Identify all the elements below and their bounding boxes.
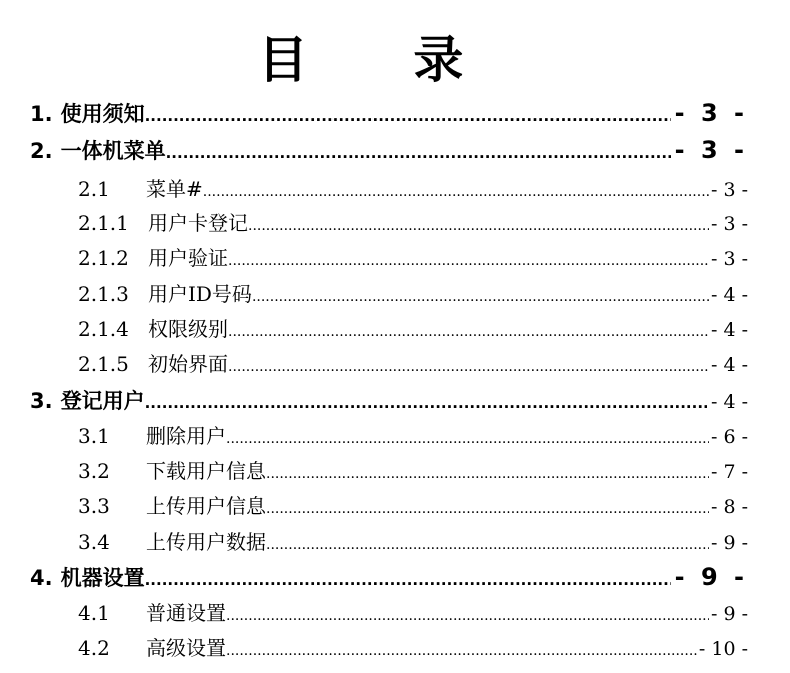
toc-dot-leader (228, 324, 709, 340)
toc-entry-label: 下载用户信息 (146, 459, 266, 483)
toc-entry-page: - 10 - (698, 638, 748, 660)
toc-entry-2-1-3[interactable] (78, 278, 748, 307)
toc-entry-2-1[interactable] (78, 173, 748, 202)
toc-dot-leader (266, 537, 709, 553)
toc-entry-label: 用户ID号码 (148, 282, 252, 306)
toc-entry-label: 删除用户 (146, 424, 226, 448)
toc-entry-number: 2.1.4 (78, 317, 129, 341)
toc-entry-number: 3. (30, 389, 53, 413)
toc-entry-number: 2.1.3 (78, 282, 129, 306)
toc-entry-3-3[interactable] (78, 490, 748, 519)
toc-entry-3-1[interactable] (78, 420, 748, 449)
toc-dot-leader (226, 608, 709, 624)
toc-entry-label: 初始界面 (148, 352, 228, 376)
toc-dot-leader (228, 253, 709, 269)
toc-entry-2-1-2[interactable] (78, 242, 748, 271)
toc-entry-page: - 9 - (674, 563, 748, 591)
toc-entry-number: 2.1 (78, 177, 110, 201)
toc-entry-number: 4.1 (78, 601, 110, 625)
toc-entry-number: 3.4 (78, 530, 110, 554)
toc-dot-leader (145, 394, 707, 412)
toc-entry-label: 权限级别 (148, 317, 228, 341)
toc-dot-leader (266, 501, 709, 517)
toc-entry-page: - 9 - (710, 532, 748, 554)
toc-entry-label: 用户验证 (148, 246, 228, 270)
toc-entry-page: - 3 - (674, 136, 748, 164)
toc-entry-page: - 3 - (674, 99, 748, 127)
toc-entry-number: 3.2 (78, 459, 110, 483)
toc-entry-label: 上传用户数据 (146, 530, 266, 554)
toc-entry-number: 2.1.1 (78, 211, 129, 235)
toc-entry-2-1-5[interactable] (78, 348, 748, 377)
toc-entry-number: 2.1.2 (78, 246, 129, 270)
toc-entry-number: 2. (30, 139, 53, 163)
toc-entry-label: 用户卡登记 (148, 211, 248, 235)
toc-entry-number: 3.3 (78, 494, 110, 518)
toc-entry-number: 4.2 (78, 636, 110, 660)
toc-dot-leader (226, 643, 697, 659)
toc-dot-leader (226, 431, 709, 447)
toc-entry-2[interactable] (30, 135, 748, 165)
toc-entry-number: 4. (30, 566, 53, 590)
toc-entry-page: - 4 - (710, 354, 748, 376)
toc-entry-number: 1. (30, 102, 53, 126)
toc-dot-leader (145, 571, 671, 589)
toc-dot-leader (266, 466, 709, 482)
toc-entry-page: - 4 - (710, 319, 748, 341)
toc-dot-leader (228, 359, 709, 375)
toc-dot-leader (252, 289, 709, 305)
toc-entry-3[interactable] (30, 385, 748, 415)
toc-entry-label: 一体机菜单 (60, 139, 166, 163)
toc-entry-page: - 4 - (710, 284, 748, 306)
toc-entry-label: 普通设置 (146, 601, 226, 625)
toc-entry-label: 上传用户信息 (146, 494, 266, 518)
toc-entry-label: 使用须知 (60, 102, 145, 126)
toc-entry-page: - 8 - (710, 496, 748, 518)
toc-entry-3-2[interactable] (78, 455, 748, 484)
toc-entry-page: - 7 - (710, 461, 748, 483)
toc-entry-label: 菜单# (146, 177, 203, 201)
toc-dot-leader (203, 184, 709, 200)
toc-entry-page: - 3 - (710, 248, 748, 270)
toc-entry-number: 3.1 (78, 424, 110, 448)
toc-entry-page: - 3 - (710, 179, 748, 201)
toc-dot-leader (166, 144, 671, 162)
toc-entry-page: - 4 - (710, 391, 748, 413)
toc-entry-label: 登记用户 (60, 389, 145, 413)
toc-entry-page: - 3 - (710, 213, 748, 235)
toc-entry-number: 2.1.5 (78, 352, 129, 376)
toc-entry-4[interactable] (30, 562, 748, 592)
toc-title: 目 录 (258, 31, 508, 89)
toc-entry-page: - 6 - (710, 426, 748, 448)
toc-entry-label: 机器设置 (60, 566, 145, 590)
toc-entry-1[interactable] (30, 98, 748, 128)
toc-entry-2-1-1[interactable] (78, 207, 748, 236)
toc-entry-label: 高级设置 (146, 636, 226, 660)
toc-entry-page: - 9 - (710, 603, 748, 625)
toc-dot-leader (145, 107, 671, 125)
toc-dot-leader (248, 218, 709, 234)
toc-entry-4-1[interactable] (78, 597, 748, 626)
toc-entry-3-4[interactable] (78, 526, 748, 555)
toc-entry-2-1-4[interactable] (78, 313, 748, 342)
toc-entry-4-2[interactable] (78, 632, 748, 661)
